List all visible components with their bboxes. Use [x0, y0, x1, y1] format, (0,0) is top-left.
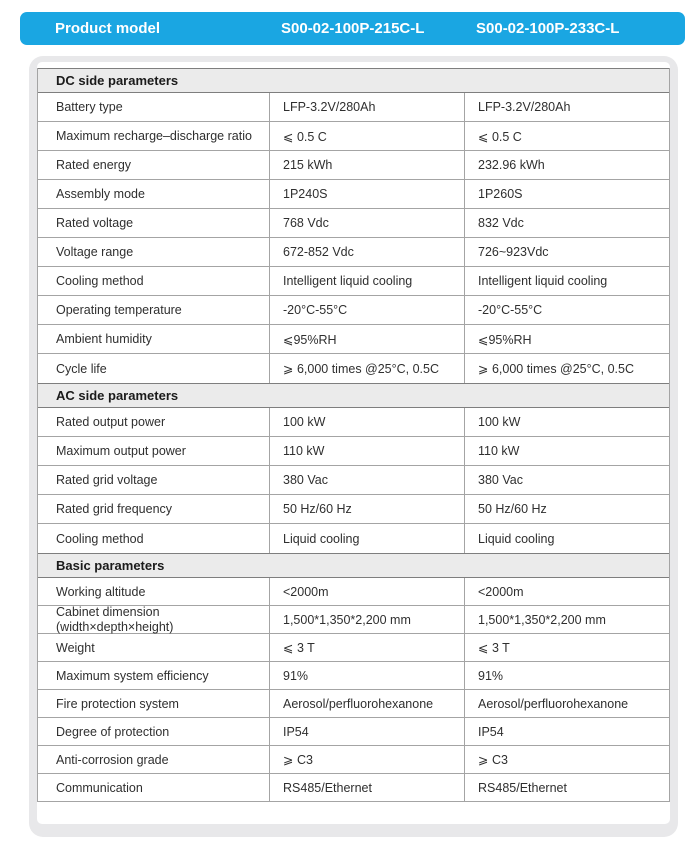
row-maximum-system-efficiency	[38, 662, 669, 690]
row-communication	[38, 774, 669, 802]
model-1-value: 1,500*1,350*2,200 mm	[269, 606, 464, 633]
row-maximum-recharge-discharge-ratio	[38, 122, 669, 151]
model-2-value: Aerosol/perfluorohexanone	[464, 690, 669, 717]
parameter-name-line1: Maximum output power	[56, 444, 186, 458]
row-battery-type	[38, 93, 669, 122]
model-2-value: 91%	[464, 662, 669, 689]
model-1-value: 91%	[269, 662, 464, 689]
model-2-value: 110 kW	[464, 437, 669, 465]
model-2-value: IP54	[464, 718, 669, 745]
parameter-name-line1: Assembly mode	[56, 187, 145, 201]
model-2-value: RS485/Ethernet	[464, 774, 669, 801]
model-2-value: -20°C-55°C	[464, 296, 669, 324]
section-basic-parameters	[38, 553, 669, 802]
parameter-name-line1: Maximum system efficiency	[56, 668, 209, 683]
parameter-name	[38, 437, 269, 465]
row-cycle-life	[38, 354, 669, 383]
model-1-value: 215 kWh	[269, 151, 464, 179]
parameter-name	[38, 209, 269, 237]
parameter-name-line1: Battery type	[56, 100, 123, 114]
model-1-value: ⩽95%RH	[269, 325, 464, 353]
model-1-value: ⩽ 3 T	[269, 634, 464, 661]
parameter-name-line1: Maximum recharge–discharge ratio	[56, 129, 252, 143]
section-title: AC side parameters	[38, 383, 669, 408]
model-2-value: 1,500*1,350*2,200 mm	[464, 606, 669, 633]
parameter-name	[38, 151, 269, 179]
row-operating-temperature	[38, 296, 669, 325]
row-voltage-range	[38, 238, 669, 267]
row-rated-grid-frequency	[38, 495, 669, 524]
model-2-value: ⩽95%RH	[464, 325, 669, 353]
spec-table	[37, 68, 670, 802]
parameter-name	[38, 122, 269, 150]
parameter-name-line2: (width×depth×height)	[56, 620, 174, 634]
parameter-name-line1: Weight	[56, 640, 95, 655]
parameter-name	[38, 267, 269, 295]
row-ambient-humidity	[38, 325, 669, 354]
model-1-value: 672-852 Vdc	[269, 238, 464, 266]
row-cooling-method	[38, 267, 669, 296]
parameter-name-line1: Cooling method	[56, 274, 144, 288]
parameter-name-line1: Communication	[56, 780, 143, 795]
row-rated-grid-voltage	[38, 466, 669, 495]
product-model-column-label: Product model	[55, 20, 161, 37]
parameter-name	[38, 718, 269, 745]
model-2-value: 100 kW	[464, 408, 669, 436]
model-1-value: ⩾ 6,000 times @25°C, 0.5C	[269, 354, 464, 383]
row-working-altitude	[38, 578, 669, 606]
model-1-value: <2000m	[269, 578, 464, 605]
parameter-name	[38, 466, 269, 494]
parameter-name	[38, 774, 269, 801]
parameter-name-line1: Cooling method	[56, 531, 144, 546]
model-1-value: 100 kW	[269, 408, 464, 436]
parameter-name-line1: Ambient humidity	[56, 332, 152, 346]
parameter-name	[38, 180, 269, 208]
parameter-name	[38, 296, 269, 324]
model-1-value: 768 Vdc	[269, 209, 464, 237]
model-2-value: ⩾ C3	[464, 746, 669, 773]
model-2-value: 232.96 kWh	[464, 151, 669, 179]
parameter-name	[38, 690, 269, 717]
parameter-name-line1: Fire protection system	[56, 696, 179, 711]
model-1-value: 380 Vac	[269, 466, 464, 494]
section-title: Basic parameters	[38, 553, 669, 578]
row-fire-protection-system	[38, 690, 669, 718]
section-dc-side-parameters	[38, 68, 669, 383]
parameter-name	[38, 524, 269, 553]
model-1-value: 1P240S	[269, 180, 464, 208]
model-2-value: 50 Hz/60 Hz	[464, 495, 669, 523]
parameter-name-line1: Rated grid voltage	[56, 473, 158, 487]
spec-card-inner	[37, 62, 670, 824]
parameter-name	[38, 93, 269, 121]
model-2-value: ⩽ 3 T	[464, 634, 669, 661]
row-anti-corrosion-grade	[38, 746, 669, 774]
parameter-name-line1: Cabinet dimension	[56, 605, 160, 619]
model-1-value: ⩾ C3	[269, 746, 464, 773]
row-cabinet-dimension	[38, 606, 669, 634]
row-rated-energy	[38, 151, 669, 180]
model-2-value: LFP-3.2V/280Ah	[464, 93, 669, 121]
parameter-name-line1: Cycle life	[56, 361, 107, 376]
section-title: DC side parameters	[38, 68, 669, 93]
row-rated-voltage	[38, 209, 669, 238]
row-assembly-mode	[38, 180, 669, 209]
parameter-name-line1: Anti-corrosion grade	[56, 752, 169, 767]
model-2-value: ⩽ 0.5 C	[464, 122, 669, 150]
model-2-value: <2000m	[464, 578, 669, 605]
parameter-name-line1: Rated grid frequency	[56, 502, 173, 516]
row-rated-output-power	[38, 408, 669, 437]
model-2-column-label: S00-02-100P-233C-L	[476, 20, 620, 37]
model-1-value: 110 kW	[269, 437, 464, 465]
parameter-name-line1: Rated energy	[56, 158, 132, 172]
model-2-value: ⩾ 6,000 times @25°C, 0.5C	[464, 354, 669, 383]
parameter-name-line1: Rated output power	[56, 415, 166, 429]
model-1-value: LFP-3.2V/280Ah	[269, 93, 464, 121]
spec-card	[29, 56, 678, 837]
parameter-name	[38, 662, 269, 689]
parameter-name-line1: Degree of protection	[56, 724, 170, 739]
model-2-value: 726~923Vdc	[464, 238, 669, 266]
parameter-name	[38, 606, 269, 633]
parameter-name	[38, 495, 269, 523]
model-2-value: Liquid cooling	[464, 524, 669, 553]
row-maximum-output-power	[38, 437, 669, 466]
model-2-value: 832 Vdc	[464, 209, 669, 237]
parameter-name-line1: Working altitude	[56, 584, 146, 599]
model-1-value: -20°C-55°C	[269, 296, 464, 324]
row-degree-of-protection	[38, 718, 669, 746]
model-1-value: Liquid cooling	[269, 524, 464, 553]
row-cooling-method	[38, 524, 669, 553]
model-1-value: Aerosol/perfluorohexanone	[269, 690, 464, 717]
parameter-name	[38, 325, 269, 353]
model-1-value: IP54	[269, 718, 464, 745]
model-2-value: 1P260S	[464, 180, 669, 208]
model-1-value: 50 Hz/60 Hz	[269, 495, 464, 523]
parameter-name	[38, 746, 269, 773]
model-1-column-label: S00-02-100P-215C-L	[281, 20, 425, 37]
model-2-value: 380 Vac	[464, 466, 669, 494]
product-model-header-bar	[20, 12, 685, 45]
row-weight	[38, 634, 669, 662]
parameter-name	[38, 578, 269, 605]
parameter-name	[38, 634, 269, 661]
parameter-name	[38, 408, 269, 436]
parameter-name	[38, 238, 269, 266]
parameter-name-line1: Voltage range	[56, 245, 134, 259]
section-ac-side-parameters	[38, 383, 669, 553]
model-1-value: RS485/Ethernet	[269, 774, 464, 801]
model-2-value: Intelligent liquid cooling	[464, 267, 669, 295]
parameter-name	[38, 354, 269, 383]
parameter-name-line1: Rated voltage	[56, 216, 134, 230]
model-1-value: ⩽ 0.5 C	[269, 122, 464, 150]
model-1-value: Intelligent liquid cooling	[269, 267, 464, 295]
parameter-name-line1: Operating temperature	[56, 303, 182, 317]
